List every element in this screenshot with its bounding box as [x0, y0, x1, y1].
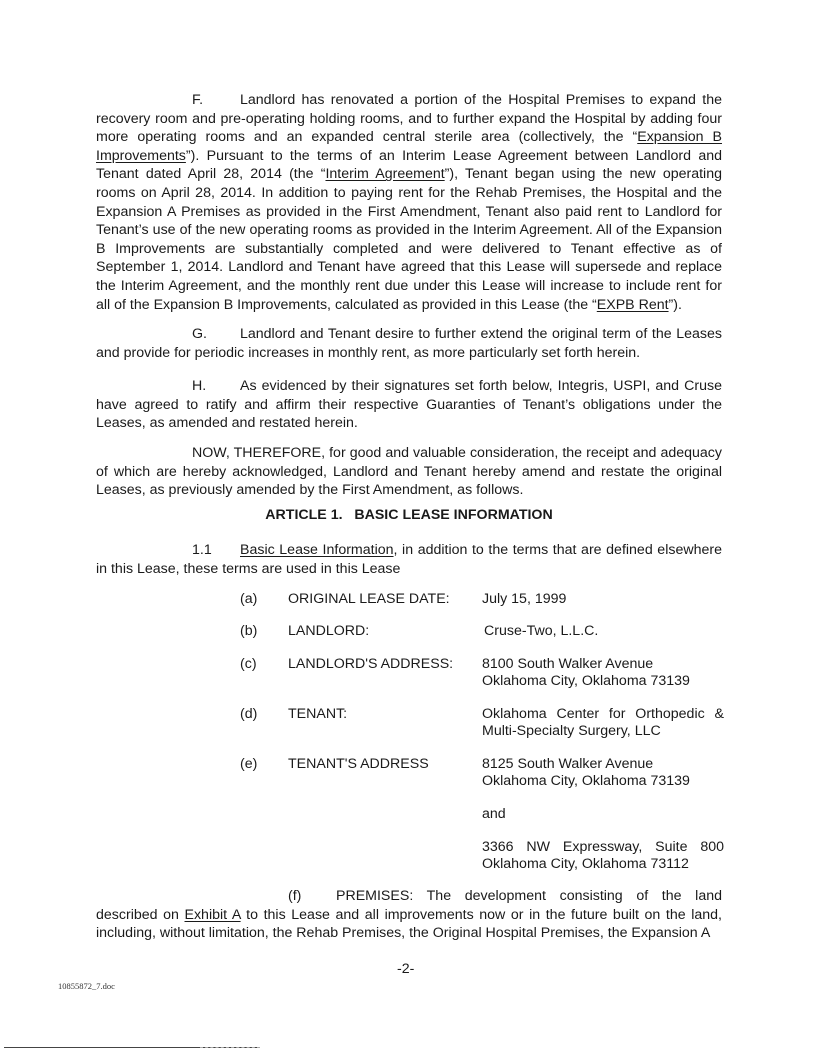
item-label: LANDLORD: — [288, 623, 370, 639]
item-label: ORIGINAL LEASE DATE: — [288, 591, 450, 607]
item-value: 8100 South Walker Avenue — [482, 656, 654, 672]
item-value: 8125 South Walker Avenue — [482, 756, 654, 772]
recital-h: H. As evidenced by their signatures set forth below, Integris, USPI, and Cruse have agreed to ratify and affirm their respective Guaranties of Tenant’s obligations under the Leases, as amended and restated herein. — [96, 378, 722, 432]
item-letter: (d) — [240, 706, 258, 722]
recital-letter: F. — [192, 92, 204, 108]
item-value: July 15, 1999 — [482, 591, 567, 607]
item-value: 3366 NW Expressway, Suite 800 — [482, 839, 724, 855]
now-therefore-clause: NOW, THEREFORE, for good and valuable consideration, the receipt and adequacy of which are hereby acknowledged, Landlord and Tenant hereby amend and restate the original Leases, as previously amended by the First Amendment, as follows. — [96, 445, 722, 499]
item-letter: (a) — [240, 591, 258, 607]
item-f-premises: (f) PREMISES: The development consisting of the land described on Exhibit A to this Lease and all improvements now or in the future built on the land, including, without limitation, the Rehab Premises, the Original Hospital Premises, the Expansion A — [96, 888, 723, 942]
item-value: Oklahoma Center for Orthopedic & — [482, 706, 724, 722]
item-letter: (e) — [240, 756, 258, 772]
article-heading: ARTICLE 1. BASIC LEASE INFORMATION — [265, 507, 553, 523]
document-id: 10855872_7.doc — [58, 981, 115, 991]
section-number: 1.1 — [192, 542, 212, 558]
page-number: -2- — [397, 961, 415, 977]
item-value: Multi-Specialty Surgery, LLC — [482, 723, 661, 739]
item-value: and — [482, 806, 506, 822]
recital-g: G. Landlord and Tenant desire to further extend the original term of the Leases and provide for periodic increases in monthly rent, as more particularly set forth herein. — [96, 326, 722, 361]
section-1-1: 1.1 Basic Lease Information, in addition to the terms that are defined elsewhere in this Lease, these terms are used in this Lease — [96, 542, 722, 577]
defined-term: Expansion B Improvements — [96, 129, 722, 164]
item-label: TENANT: — [288, 706, 348, 722]
item-letter: (c) — [240, 656, 257, 672]
defined-term: Interim Agreement — [325, 166, 445, 183]
defined-term: EXPB Rent — [596, 296, 669, 313]
recital-letter: G. — [192, 326, 207, 342]
item-value: Oklahoma City, Oklahoma 73112 — [482, 856, 689, 872]
item-label: LANDLORD'S ADDRESS: — [288, 656, 454, 672]
item-label: TENANT'S ADDRESS — [288, 756, 429, 772]
footer-rule-faint — [200, 1047, 260, 1048]
item-value: Cruse-Two, L.L.C. — [484, 623, 599, 639]
item-letter: (b) — [240, 623, 258, 639]
defined-term: Basic Lease Information — [240, 542, 394, 558]
item-letter: (f) — [288, 888, 302, 904]
item-value: Oklahoma City, Oklahoma 73139 — [482, 673, 690, 689]
exhibit-reference: Exhibit A — [184, 906, 241, 923]
recital-letter: H. — [192, 378, 207, 394]
item-value: Oklahoma City, Oklahoma 73139 — [482, 773, 690, 789]
recital-f: F. Landlord has renovated a portion of the Hospital Premises to expand the recovery room and pre-operating holding rooms, and to further expand the Hospital by adding four more operating rooms and an expanded central sterile area (collectively, the “Expansion B Improvements”). Pursuant to the terms of an Interim Lease Agreement between Landlord and Tenant dated April 28, 2014 (the “Interim Agreement”), Tenant began using the new operating rooms on April 28, 2014. In addition to paying rent for the Rehab Premises, the Hospital and the Expansion A Premises as provided in the First Amendment, Tenant also paid rent to Landlord for Tenant’s use of the new operating rooms as provided in the Interim Agreement. All of the Expansion B Improvements are substantially completed and were delivered to Tenant effective as of September 1, 2014. Landlord and Tenant have agreed that this Lease will supersede and replace the Interim Agreement, and the monthly rent due under this Lease will increase to include rent for all of the Expansion B Improvements, calculated as provided in this Lease (the “EXPB Rent”). — [96, 92, 722, 313]
